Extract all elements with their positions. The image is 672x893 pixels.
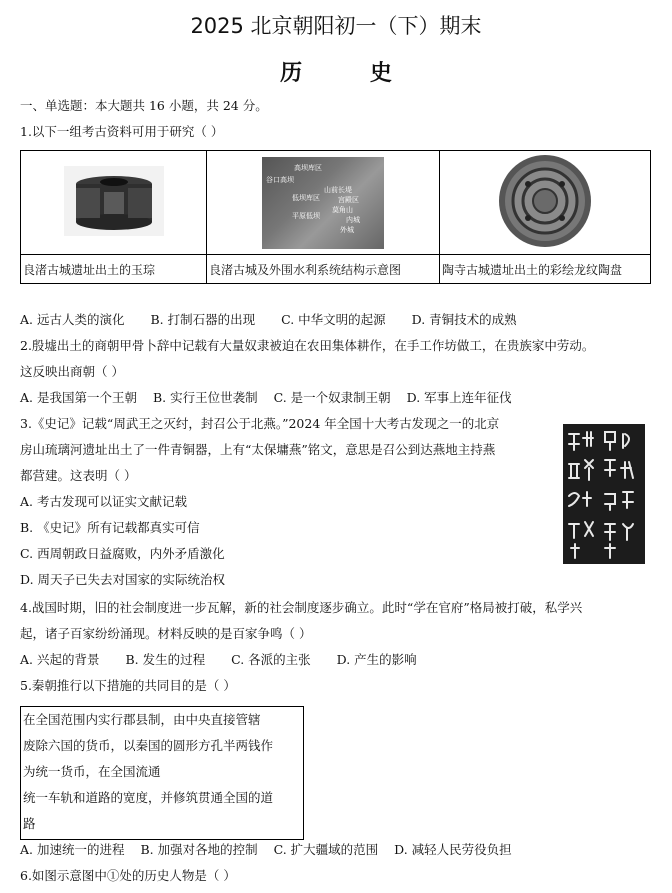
q2-options <box>20 390 524 406</box>
q5-option-a[interactable]: A. 加速统一的进程 <box>20 842 125 857</box>
q4-stem-line-2: 起，诸子百家纷纷涌现。材料反映的是百家争鸣（ ） <box>20 626 312 641</box>
q1-option-c[interactable]: C. 中华文明的起源 <box>281 312 386 327</box>
section-heading: 一、单选题：本大题共 16 小题，共 24 分。 <box>20 98 268 113</box>
q4-stem-line-1: 4.战国时期，旧的社会制度进一步瓦解，新的社会制度逐步确立。此时“学在官府”格局被打破，私学兴 <box>20 600 583 615</box>
q2-option-d[interactable]: D. 军事上连年征伐 <box>406 390 512 405</box>
q1-image-cell-3 <box>440 151 651 255</box>
q5-box-line: 为统一货币，在全国流通 <box>23 764 161 779</box>
q5-box-line: 统一车轨和道路的宽度，并修筑贯通全国的道 <box>23 790 274 805</box>
map-label: 外城 <box>340 225 354 234</box>
q5-box-line: 废除六国的货币，以秦国的圆形方孔半两钱作 <box>23 738 274 753</box>
map-label: 谷口高坝 <box>266 175 294 184</box>
q3-option-a[interactable]: A. 考古发现可以证实文献记载 <box>20 494 187 509</box>
q2-stem-line-1: 2.殷墟出土的商朝甲骨卜辞中记载有大量奴隶被迫在农田集体耕作，在手工作坊做工，在贵族家中劳动。 <box>20 338 595 353</box>
q1-option-b[interactable]: B. 打制石器的出现 <box>150 312 256 327</box>
q5-option-c[interactable]: C. 扩大疆域的范围 <box>273 842 379 857</box>
map-label: 莫角山 <box>332 205 353 214</box>
q5-box-line: 在全国范围内实行郡县制，由中央直接管辖 <box>23 712 261 727</box>
q1-options <box>20 312 539 328</box>
q4-option-a[interactable]: A. 兴起的背景 <box>20 652 100 667</box>
map-label: 低坝库区 <box>292 193 320 202</box>
map-label: 山前长堤 <box>324 185 352 194</box>
q2-option-c[interactable]: C. 是一个奴隶制王朝 <box>273 390 391 405</box>
q3-stem-line-3: 都营建。这表明（ ） <box>20 468 137 483</box>
q5-box-line: 路 <box>23 816 36 831</box>
q5-material-box <box>20 706 304 840</box>
exam-title: 2025 北京朝阳初一（下）期末 <box>190 14 482 38</box>
q1-image-cell-1 <box>21 151 207 255</box>
q2-option-b[interactable]: B. 实行王位世袭制 <box>152 390 258 405</box>
q4-option-c[interactable]: C. 各派的主张 <box>231 652 311 667</box>
q3-stem-line-2: 房山琉璃河遗址出土了一件青铜器，上有“太保墉燕”铭文，意思是召公到达燕地主持燕 <box>20 442 496 457</box>
q4-options <box>20 652 439 668</box>
q6-stem: 6.如图示意图中①处的历史人物是（ ） <box>20 868 236 883</box>
exam-subject: 历 史 <box>280 61 422 86</box>
q4-option-b[interactable]: B. 发生的过程 <box>125 652 206 667</box>
q1-caption-1: 良渚古城遗址出土的玉琮 <box>21 255 207 284</box>
q5-options <box>20 842 524 858</box>
q1-option-a[interactable]: A. 远古人类的演化 <box>20 312 125 327</box>
q1-image-cell-2 <box>207 151 440 255</box>
q4-option-d[interactable]: D. 产生的影响 <box>336 652 417 667</box>
dragon-plate-image <box>498 154 592 248</box>
jade-cong-image <box>64 166 164 236</box>
q3-option-d[interactable]: D. 周天子已失去对国家的实际统治权 <box>20 572 226 587</box>
map-label: 高坝库区 <box>294 163 322 172</box>
map-label: 宫殿区 <box>338 195 359 204</box>
q3-option-c[interactable]: C. 西周朝政日益腐败，内外矛盾激化 <box>20 546 225 561</box>
q1-materials-table <box>20 150 651 284</box>
q2-stem-line-2: 这反映出商朝（ ） <box>20 364 124 379</box>
q3-stem-line-1: 3.《史记》记载“周武王之灭纣，封召公于北燕。”2024 年全国十大考古发现之一的北京 <box>20 416 500 431</box>
q5-option-b[interactable]: B. 加强对各地的控制 <box>140 842 258 857</box>
liangzhu-map-image <box>262 157 384 249</box>
q1-caption-2: 良渚古城及外围水利系统结构示意图 <box>207 255 440 284</box>
q5-stem: 5.秦朝推行以下措施的共同目的是（ ） <box>20 678 236 693</box>
q2-option-a[interactable]: A. 是我国第一个王朝 <box>20 390 137 405</box>
q3-option-b[interactable]: B. 《史记》所有记载都真实可信 <box>20 520 200 535</box>
q1-option-d[interactable]: D. 青铜技术的成熟 <box>411 312 517 327</box>
q1-caption-3: 陶寺古城遗址出土的彩绘龙纹陶盘 <box>440 255 651 284</box>
q5-option-d[interactable]: D. 减轻人民劳役负担 <box>394 842 512 857</box>
map-label: 内城 <box>346 215 360 224</box>
bronze-inscription-image <box>563 424 645 564</box>
map-label: 平原低坝 <box>292 211 320 220</box>
q1-stem: 1.以下一组考古资料可用于研究（ ） <box>20 124 224 139</box>
